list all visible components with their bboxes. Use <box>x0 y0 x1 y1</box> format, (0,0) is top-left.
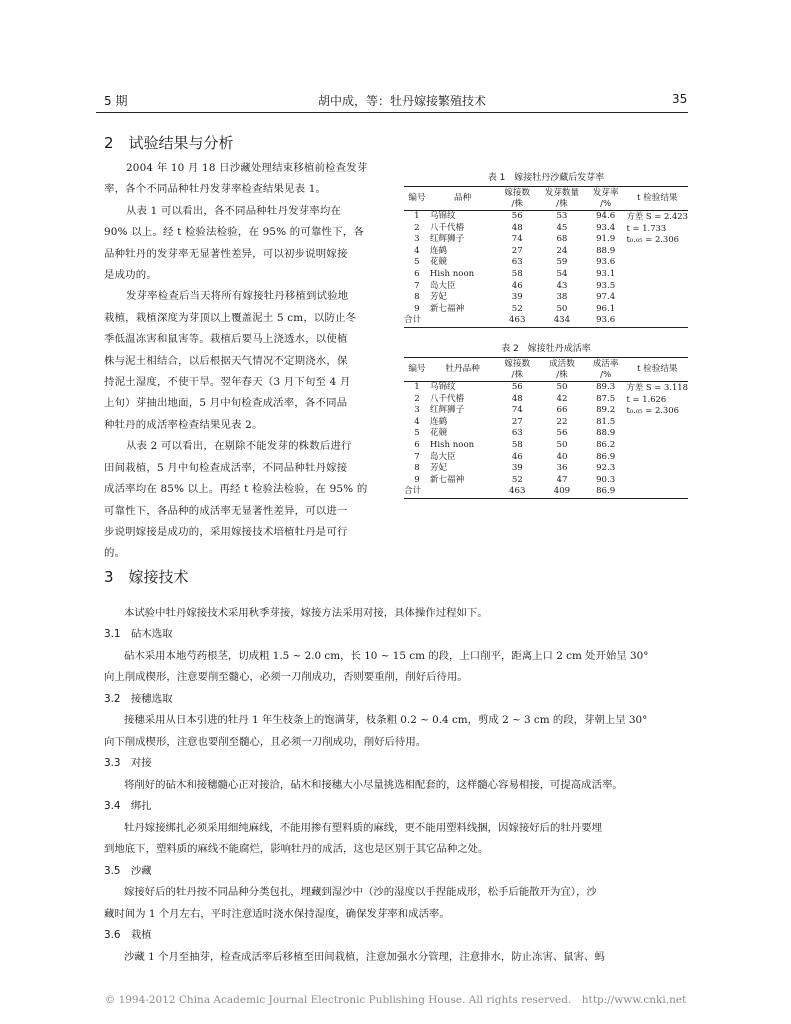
empty-cell <box>627 281 689 293</box>
table-row <box>404 257 688 269</box>
table-cell: 48 <box>511 393 523 404</box>
table-cell: 岛大臣 <box>429 280 456 291</box>
t-test-line: 方差 S = 2.423 <box>626 211 688 221</box>
text-line: 率，各个不同品种牡丹发芽率检查结果见表 1。 <box>104 183 327 196</box>
table-cell: 7 <box>414 280 420 291</box>
table-cell: 3 <box>414 405 420 416</box>
table-cell: 93.1 <box>596 268 616 279</box>
table-cell: 68 <box>556 234 568 245</box>
header-rule <box>96 112 688 113</box>
table-cell: 50 <box>556 303 568 314</box>
empty-cell <box>627 315 689 327</box>
table-cell: 59 <box>556 257 568 268</box>
empty-cell <box>627 463 689 475</box>
subsection-text-line: 沙藏 1 个月至抽芽，检查成活率后移植至田间栽植，注意加强水分管理，注意排水，防止冻害、鼠害、蚂 <box>124 950 605 963</box>
table-cell: 38 <box>556 292 568 303</box>
table-cell: 87.5 <box>596 393 616 404</box>
table-cell: 9 <box>414 474 420 485</box>
text-line: 上旬）芽抽出地面，5 月中旬检查成活率，各不同品 <box>104 397 348 410</box>
table-cell: 88.9 <box>596 245 616 256</box>
paragraph-4 <box>104 436 383 564</box>
table-cell: 92.3 <box>596 463 616 474</box>
text-line: 的。 <box>104 547 126 560</box>
subsection-heading: 3.6 栽植 <box>104 929 152 941</box>
table-cell: 74 <box>511 405 523 416</box>
table-cell: 96.1 <box>596 303 616 314</box>
table-cell: 3 <box>414 234 420 245</box>
table-cell: 36 <box>556 463 568 474</box>
empty-cell <box>627 246 689 258</box>
table-cell: 岛大臣 <box>429 451 456 462</box>
table-1 <box>404 186 688 328</box>
table-cell: 86.9 <box>596 451 616 462</box>
table-cell: 46 <box>511 280 523 291</box>
table-cell: 27 <box>511 416 523 427</box>
table-cell: 434 <box>539 315 585 327</box>
table-row <box>404 269 688 281</box>
text-line: 田间栽植，5 月中旬检查成活率，不同品种牡丹嫁接 <box>104 461 348 474</box>
table-cell: 8 <box>414 292 420 303</box>
section-3-subsections <box>104 624 688 968</box>
subsection-text-line: 牡丹嫁接绑扎必须采用细纯麻线，不能用掺有塑料质的麻线，更不能用塑料线捆，因嫁接好后的牡丹要埋 <box>124 821 602 834</box>
table-cell: 42 <box>556 393 568 404</box>
table-cell: 52 <box>511 474 523 485</box>
empty-cell <box>627 475 689 487</box>
table-cell: 94.6 <box>596 211 616 221</box>
table-cell: 红辉狮子 <box>429 234 465 245</box>
table-cell: 6 <box>414 439 420 450</box>
text-line: 株与泥土相结合，以后根据天气情况不定期浇水，保 <box>104 354 348 367</box>
table-cell: 40 <box>556 451 568 462</box>
table-cell: 91.9 <box>596 234 616 245</box>
table-cell: 46 <box>511 451 523 462</box>
table-cell: 39 <box>511 463 523 474</box>
table-cell: 4 <box>414 416 420 427</box>
table-cell: 86.9 <box>585 486 627 498</box>
table-cell: 22 <box>556 416 568 427</box>
table-cell: 463 <box>495 486 539 498</box>
empty-cell <box>627 269 689 281</box>
empty-cell <box>627 304 689 316</box>
running-title: 胡中成，等：牡丹嫁接繁殖技术 <box>318 94 487 108</box>
subsection-text-line: 藏时间为 1 个月左右，平时注意适时浇水保持湿度，确保发芽率和成活率。 <box>104 907 450 920</box>
text-line: 90% 以上。经 t 检验法检验，在 95% 的可靠性下，各 <box>104 226 364 239</box>
subsection-text-line: 向下削成楔形，注意也要削至髓心，且必须一刀削成功，削好后待用。 <box>104 735 427 748</box>
table-cell: 2 <box>414 222 420 233</box>
table-row <box>404 417 688 429</box>
column-header: 嫁接数 /株 <box>495 358 539 382</box>
column-header: 成活率 /% <box>585 358 627 382</box>
text-line: 发芽率检查后当天将所有嫁接牡丹移植到试验地 <box>126 290 349 303</box>
empty-cell <box>627 452 689 464</box>
subsection-heading: 3.2 接穗选取 <box>104 692 173 705</box>
table-row <box>404 428 688 440</box>
table-cell: 89.2 <box>596 405 616 416</box>
column-header: t 检验结果 <box>627 358 689 382</box>
table-cell: 6 <box>414 268 420 279</box>
subsection-heading: 3.1 砧木选取 <box>104 628 173 640</box>
text-line: 持泥土湿度，不使干旱。翌年春天（3 月下旬至 4 月 <box>104 376 351 389</box>
table-cell <box>430 315 496 327</box>
table-cell: 43 <box>556 280 568 291</box>
subsection-text-line: 接穗采用从日本引进的牡丹 1 年生枝条上的饱满芽，枝条粗 0.2 ~ 0.4 cm，剪成 2 ~ 3 cm 的段，芽朝上呈 30° <box>124 714 648 726</box>
table-row <box>404 211 688 223</box>
text-line: 栽植，栽植深度为芽顶以上覆盖泥土 5 cm，以防止冬 <box>104 311 357 324</box>
column-header: 品种 <box>430 187 496 211</box>
table-cell: 乌锦纹 <box>429 211 456 221</box>
t-test-line: t₀.₀₅ = 2.306 <box>626 405 679 416</box>
subsection-text-line: 到地底下，塑料质的麻线不能腐烂，影响牡丹的成活，这也是区别于其它品种之处。 <box>104 843 489 855</box>
table-row <box>404 475 688 487</box>
table-row <box>404 382 688 394</box>
table-cell: 58 <box>511 439 523 450</box>
empty-cell <box>627 417 689 429</box>
page-number: 35 <box>672 92 688 106</box>
table-row <box>404 246 688 258</box>
text-line: 2004 年 10 月 18 日沙藏处理结束移植前检查发芽 <box>126 162 368 174</box>
empty-cell <box>627 428 689 440</box>
table-cell: 56 <box>556 428 568 439</box>
paragraph-1 <box>104 158 383 201</box>
table-cell: 86.2 <box>596 439 616 450</box>
table-cell: 27 <box>511 245 523 256</box>
table-cell: 58 <box>511 268 523 279</box>
text-line: 品种牡丹的发芽率无显著性差异，可以初步说明嫁接 <box>104 247 348 260</box>
table-cell: 5 <box>414 257 420 268</box>
subsection-text-line: 向上削成楔形，注意要削至髓心，必须一刀削成功，否则要重削，削好后待用。 <box>104 671 468 683</box>
table-cell: 50 <box>556 382 568 392</box>
column-header: 成活数 /株 <box>539 358 585 382</box>
table-cell: 39 <box>511 292 523 303</box>
table-cell: 52 <box>511 303 523 314</box>
table-row <box>404 452 688 464</box>
paragraph-3 <box>104 286 383 436</box>
table-cell: 74 <box>511 234 523 245</box>
t-test-result <box>627 211 689 246</box>
table-cell: 八千代樁 <box>429 393 465 404</box>
table-cell <box>430 486 496 498</box>
table-cell: 1 <box>414 211 420 221</box>
table-cell: 66 <box>556 405 568 416</box>
text-line: 从表 2 可以看出，在剔除不能发芽的株数后进行 <box>126 440 352 453</box>
table-cell: 97.4 <box>596 292 616 303</box>
section-2-body <box>104 158 383 565</box>
table-cell: 88.9 <box>596 428 616 439</box>
table-row <box>404 440 688 452</box>
column-header: 发芽数量 /株 <box>539 187 585 211</box>
text-line: 是成功的。 <box>104 269 157 282</box>
table-row <box>404 304 688 316</box>
empty-cell <box>627 486 689 498</box>
table-2-caption: 表 2 嫁接牡丹成活率 <box>501 344 591 354</box>
table-cell: 56 <box>511 211 523 221</box>
table-cell: 7 <box>414 451 420 462</box>
table-cell: 48 <box>511 222 523 233</box>
empty-cell <box>627 292 689 304</box>
text-line: 从表 1 可以看出，各不同品种牡丹发芽率均在 <box>126 204 342 217</box>
t-test-line: t = 1.733 <box>626 222 667 233</box>
section-3-intro: 本试验中牡丹嫁接技术采用秋季芽接，嫁接方法采用对接，具体操作过程如下。 <box>124 607 488 619</box>
table-cell: 红辉狮子 <box>429 405 465 416</box>
table-cell: 24 <box>556 245 568 256</box>
table-cell: 54 <box>556 268 568 279</box>
subsection-text-line: 砧木采用本地芍药根茎，切成粗 1.5 ~ 2.0 cm，长 10 ~ 15 cm 的段，上口削平，距离上口 2 cm 处开始呈 30° <box>124 649 649 662</box>
table-1-caption: 表 1 嫁接牡丹沙藏后发芽率 <box>487 173 605 183</box>
subsection-heading: 3.3 对接 <box>104 757 152 769</box>
table-row <box>404 486 688 498</box>
table-cell: 50 <box>556 439 568 450</box>
empty-cell <box>627 257 689 269</box>
text-line: 种牡丹的成活率检查结果见表 2。 <box>104 418 263 431</box>
table-cell: 47 <box>556 474 568 485</box>
table-cell: 90.3 <box>596 474 616 485</box>
column-header: 嫁接数 /株 <box>495 187 539 211</box>
subsection-text-line: 将削好的砧木和接穗髓心正对接洽，砧木和接穗大小尽量挑选相配套的，这样髓心容易相接，可提高成活率。 <box>124 778 623 791</box>
column-header: 编号 <box>404 187 430 211</box>
table-cell: 53 <box>556 211 568 221</box>
table-row <box>404 281 688 293</box>
table-cell: 4 <box>414 245 420 256</box>
section-3-heading: 3 嫁接技术 <box>104 568 189 586</box>
table-cell: 93.5 <box>596 280 616 291</box>
table-row <box>404 463 688 475</box>
table-cell: 5 <box>414 428 420 439</box>
table-cell: 463 <box>495 315 539 327</box>
table-cell: 连鹤 <box>429 416 448 427</box>
table-cell: 8 <box>414 463 420 474</box>
table-cell: 芳妃 <box>429 463 448 474</box>
table-cell: 45 <box>556 222 568 233</box>
column-header: 编号 <box>404 358 430 382</box>
subsection-text-line: 嫁接好后的牡丹按不同品种分类包扎，埋藏到湿沙中（沙的湿度以手捏能成形，松手后能散开为宜），沙 <box>124 886 597 898</box>
table-cell: 花競 <box>429 257 448 268</box>
t-test-line: 方差 S = 3.118 <box>626 382 688 392</box>
t-test-line: t₀.₀₅ = 2.306 <box>626 234 679 245</box>
text-line: 成活率均在 85% 以上。再经 t 检验法检验，在 95% 的 <box>104 483 368 496</box>
table-cell: 56 <box>511 382 523 392</box>
table-cell: 八千代樁 <box>429 222 465 233</box>
column-header: 发芽率 /% <box>585 187 627 211</box>
table-cell: Hish noon <box>429 268 475 279</box>
table-cell: 9 <box>414 303 420 314</box>
table-cell: 连鹤 <box>429 245 448 256</box>
table-cell: 2 <box>414 393 420 404</box>
t-test-line: t = 1.626 <box>626 393 667 404</box>
table-cell: 89.3 <box>596 382 616 392</box>
subsection-heading: 3.4 绑扎 <box>104 800 152 812</box>
table-cell: 81.5 <box>596 416 616 427</box>
table-row <box>404 315 688 327</box>
table-2 <box>404 357 688 499</box>
table-cell: 合计 <box>404 486 430 498</box>
table-cell: 花競 <box>429 428 448 439</box>
table-cell: 乌锦纹 <box>429 382 456 392</box>
table-cell: 93.4 <box>596 222 616 233</box>
empty-cell <box>627 440 689 452</box>
table-row <box>404 292 688 304</box>
paragraph-2 <box>104 201 383 287</box>
table-cell: 93.6 <box>585 315 627 327</box>
t-test-result <box>627 382 689 417</box>
table-cell: 93.6 <box>596 257 616 268</box>
issue-number: 5 期 <box>104 94 128 108</box>
table-cell: 合计 <box>404 315 430 327</box>
text-line: 可靠性下，各品种的成活率无显著性差异，可以进一 <box>104 504 348 517</box>
table-cell: 芳妃 <box>429 292 448 303</box>
table-cell: 新七福神 <box>429 303 465 314</box>
table-cell: 63 <box>511 428 523 439</box>
table-cell: 63 <box>511 257 523 268</box>
table-cell: 1 <box>414 382 420 392</box>
column-header: t 检验结果 <box>627 187 689 211</box>
text-line: 步说明嫁接是成功的，采用嫁接技术培植牡丹是可行 <box>104 525 348 538</box>
column-header: 牡丹品种 <box>430 358 496 382</box>
text-line: 季低温冻害和鼠害等。栽植后要马上浇透水，以使植 <box>104 333 348 346</box>
table-cell: 新七福神 <box>429 474 465 485</box>
copyright-footer: © 1994-2012 China Academic Journal Electronic Publishing House. All rights reserved. http://www.cnki.net <box>104 994 687 1006</box>
section-2-heading: 2 试验结果与分析 <box>104 134 234 152</box>
table-cell: 409 <box>539 486 585 498</box>
table-cell: Hish noon <box>429 439 475 450</box>
subsection-heading: 3.5 沙藏 <box>104 864 152 877</box>
